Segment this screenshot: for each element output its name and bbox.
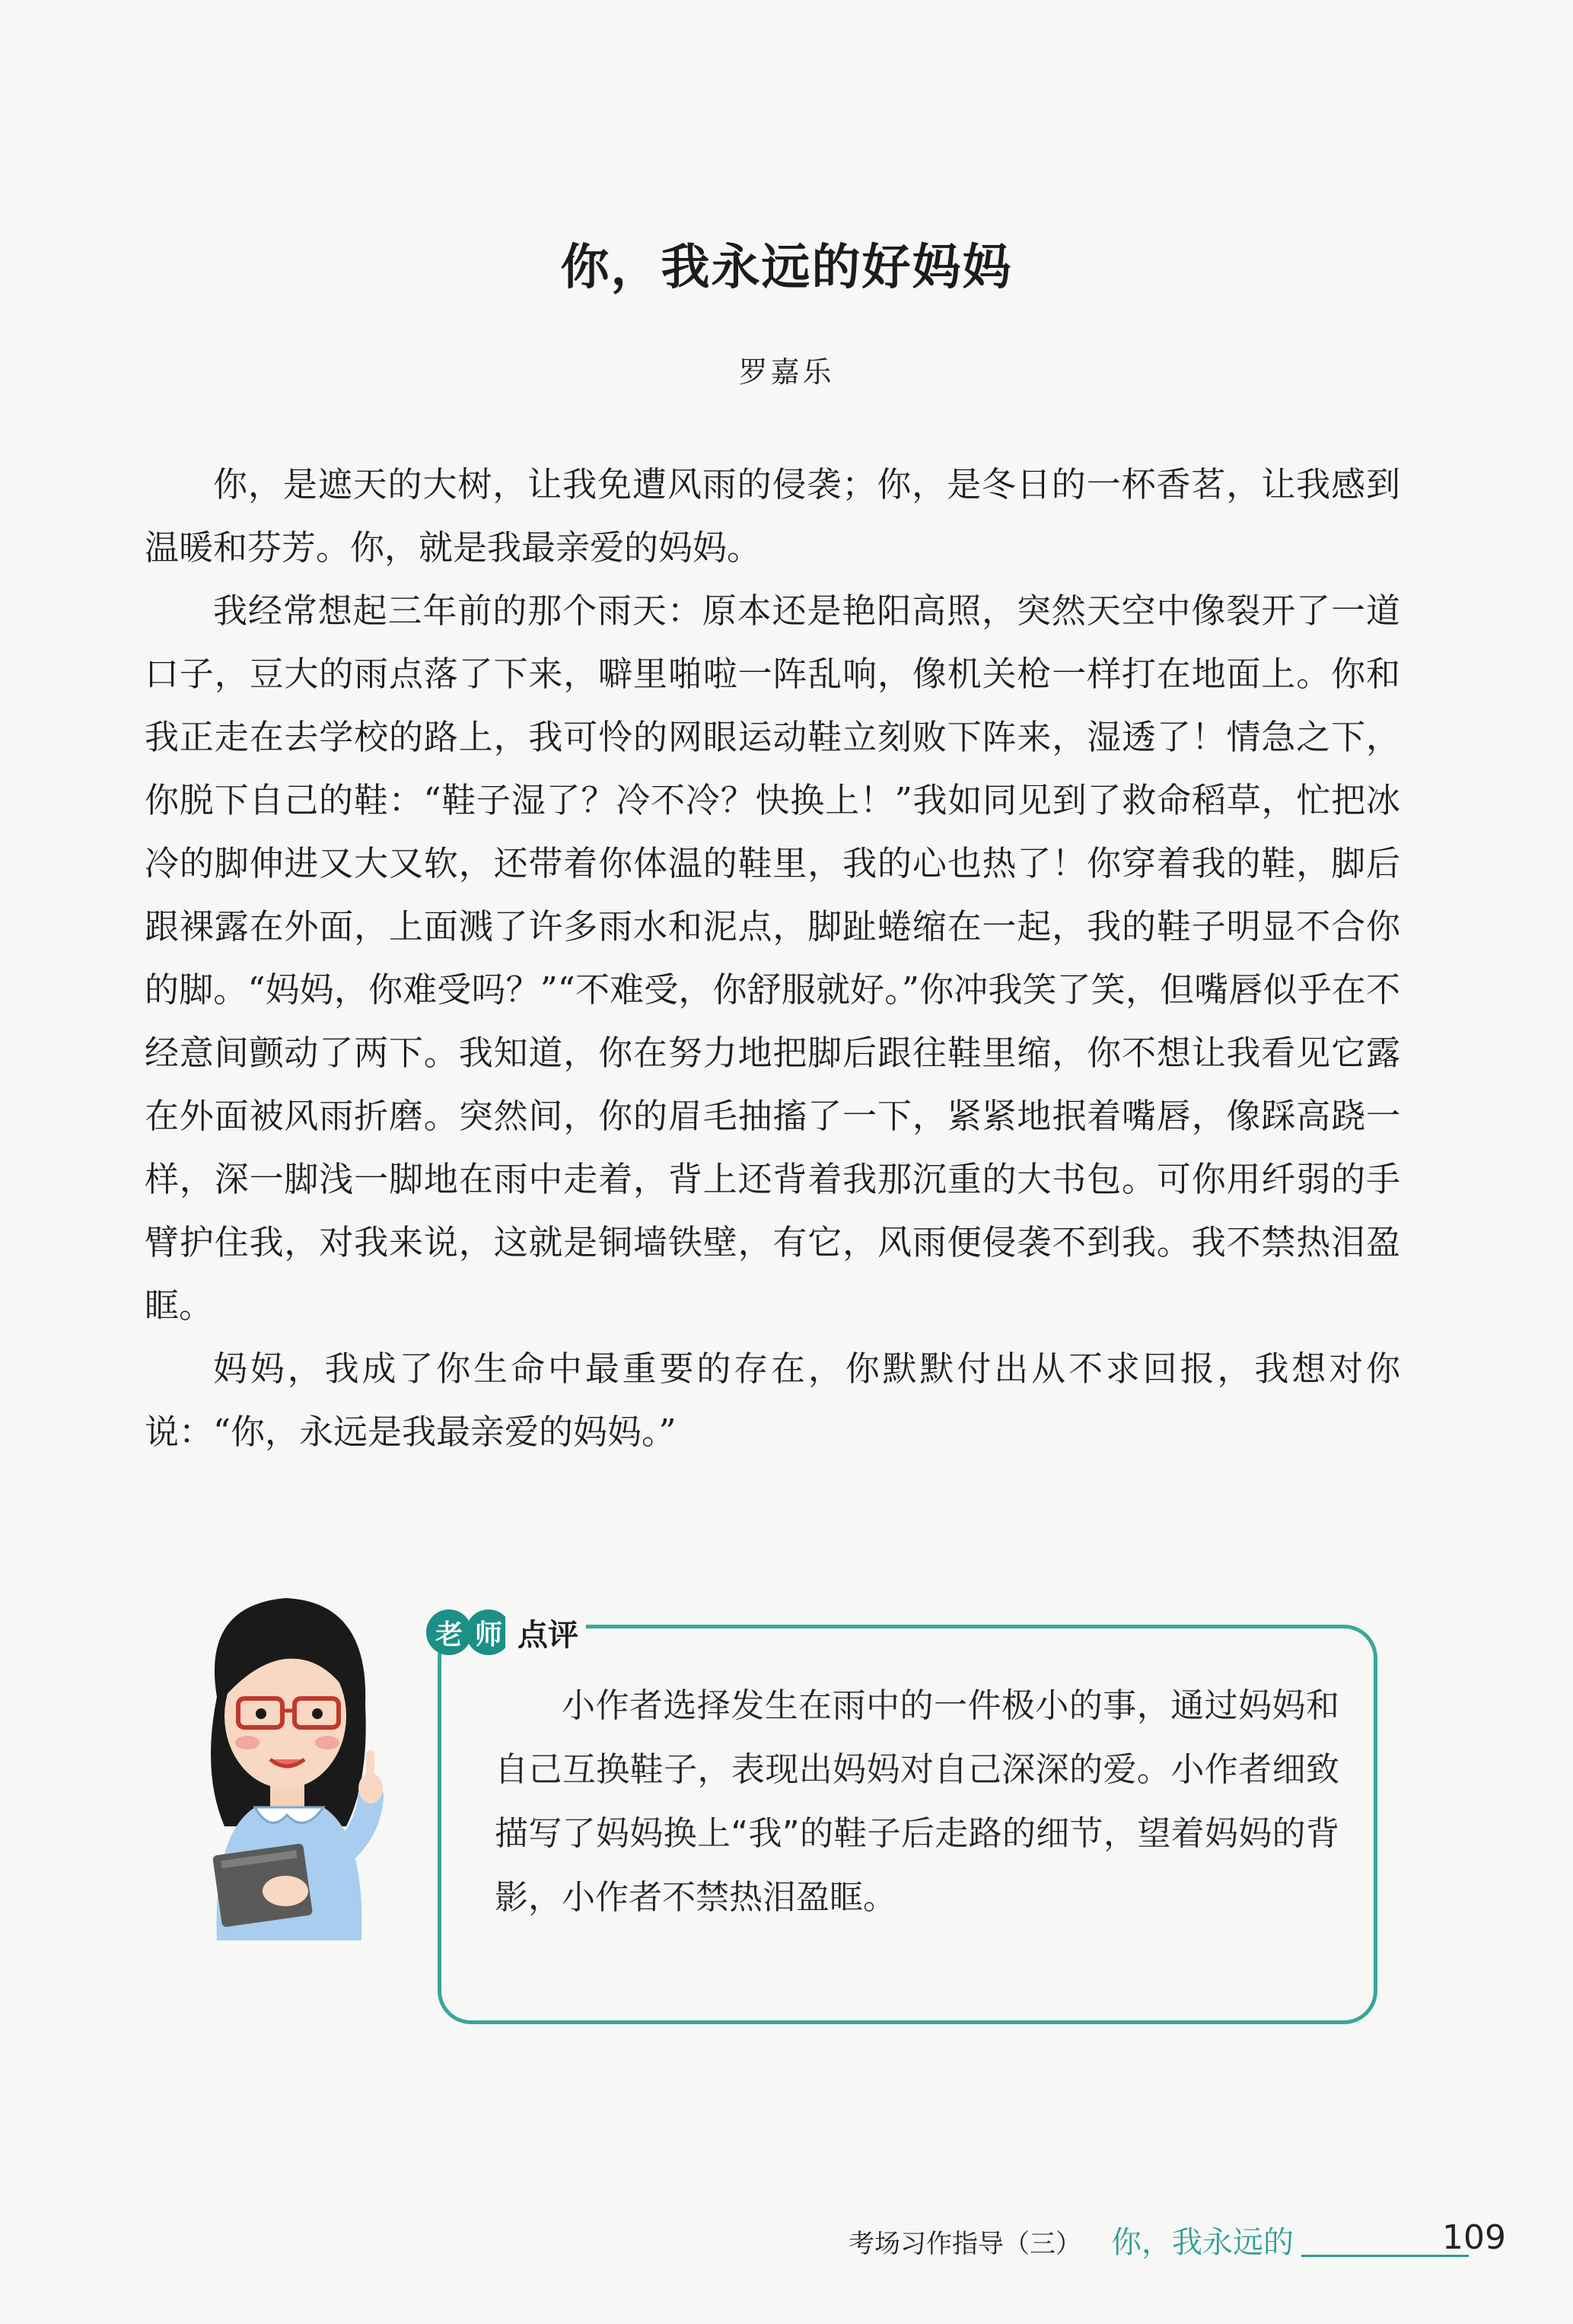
footer-section-title: 考场习作指导（三）: [849, 2229, 1081, 2259]
page-number: 109: [1442, 2218, 1506, 2257]
article-body: [145, 453, 1400, 1463]
badge-char: 师: [466, 1609, 511, 1655]
teacher-illustration-icon: [171, 1583, 407, 1940]
footer-topic: 你，我永远的: [1111, 2225, 1294, 2260]
paragraph: 你，是遮天的大树，让我免遭风雨的侵袭；你，是冬日的一杯香茗，让我感到温暖和芬芳。你，就是我最亲爱的妈妈。: [145, 464, 1400, 568]
comment-paragraph: 小作者选择发生在雨中的一件极小的事，通过妈妈和自己互换鞋子，表现出妈妈对自己深深的爱。小作者细致描写了妈妈换上“我”的鞋子后走路的细节，望着妈妈的背影，小作者不禁热泪盈眶。: [495, 1686, 1339, 1917]
paragraph: 我经常想起三年前的那个雨天：原本还是艳阳高照，突然天空中像裂开了一道口子，豆大的雨点落了下来，噼里啪啦一阵乱响，像机关枪一样打在地面上。你和我正走在去学校的路上，我可怜的网眼运动鞋立刻败下阵来，湿透了！情急之下，你脱下自己的鞋：“鞋子湿了？冷不冷？快换上！”我如同见到了救命稻草，忙把冰冷的脚伸进又大又软，还带着你体温的鞋里，我的心也热了！你穿着我的鞋，脚后跟裸露在外面，上面溅了许多雨水和泥点，脚趾蜷缩在一起，我的鞋子明显不合你的脚。“妈妈，你难受吗？”“不难受，你舒服就好。”你冲我笑了笑，但嘴唇似乎在不经意间颤动了两下。我知道，你在努力地把脚后跟往鞋里缩，你不想让我看见它露在外面被风雨折磨。突然间，你的眉毛抽搐了一下，紧紧地抿着嘴唇，像踩高跷一样，深一脚浅一脚地在雨中走着，背上还背着我那沉重的大书包。可你用纤弱的手臂护住我，对我来说，这就是铜墙铁壁，有它，风雨便侵袭不到我。我不禁热泪盈眶。: [145, 591, 1400, 1326]
page-footer: [837, 2218, 1522, 2264]
badge-label: 点评: [505, 1611, 586, 1654]
badge-char: 老: [426, 1609, 472, 1655]
article-title: 你，我永远的好妈妈: [560, 240, 1013, 296]
paragraph: 妈妈，我成了你生命中最重要的存在，你默默付出从不求回报，我想对你说：“你，永远是我最亲爱的妈妈。”: [145, 1348, 1400, 1452]
teacher-comment-text: [495, 1674, 1339, 1930]
teacher-comment-badge: [426, 1609, 586, 1655]
article-author: 罗嘉乐: [738, 355, 835, 389]
